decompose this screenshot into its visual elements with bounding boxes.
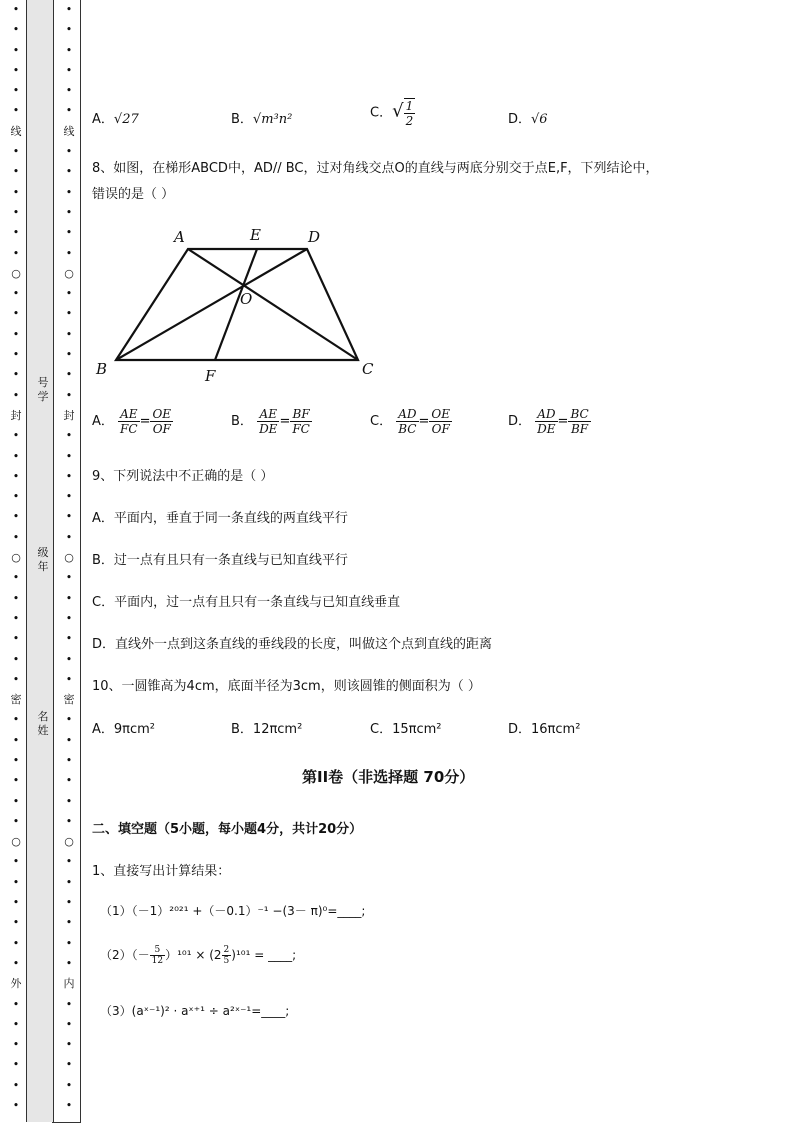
outer-dot: •	[12, 733, 20, 747]
outer-marker: 线	[10, 124, 22, 138]
outer-dot: •	[12, 1078, 20, 1092]
q10-option-c: C．15πcm²	[370, 722, 442, 737]
inner-dot: •	[65, 307, 73, 321]
inner-dot: •	[65, 348, 73, 362]
inner-dot: •	[65, 145, 73, 159]
q9-option-d: D．直线外一点到这条直线的垂线段的长度，叫做这个点到直线的距离	[92, 637, 493, 652]
outer-dot: •	[12, 652, 20, 666]
inner-dot: •	[65, 611, 73, 625]
q10-option-b: B．12πcm²	[231, 722, 303, 737]
inner-dot: •	[65, 490, 73, 504]
outer-dot: •	[12, 327, 20, 341]
inner-dot: •	[65, 632, 73, 646]
field-label-class: 级年	[37, 546, 49, 573]
outer-dot: •	[12, 571, 20, 585]
inner-marker: 线	[63, 124, 75, 138]
outer-dot: •	[12, 1058, 20, 1072]
inner-dot: •	[65, 246, 73, 260]
outer-dot: •	[12, 205, 20, 219]
inner-dot: •	[65, 652, 73, 666]
outer-dot: •	[12, 429, 20, 443]
outer-marker: 外	[10, 977, 22, 991]
inner-dot: •	[65, 672, 73, 686]
q7-option-d: D．√6	[508, 112, 548, 127]
label-B: B	[96, 360, 108, 378]
inner-marker: 密	[63, 693, 75, 707]
outer-marker: ○	[11, 266, 21, 280]
q8-option-c: C． $\frac{AD}{BC}$ = $\frac{OE}{OF}$	[370, 407, 451, 436]
outer-dot: •	[12, 307, 20, 321]
outer-dot: •	[12, 1017, 20, 1031]
inner-dot: •	[65, 185, 73, 199]
outer-dot: •	[12, 165, 20, 179]
outer-dot: •	[12, 530, 20, 544]
outer-dot: •	[12, 591, 20, 605]
outer-dot: •	[12, 43, 20, 57]
q7-option-b: B．√m³n²	[231, 112, 293, 127]
inner-dot: •	[65, 205, 73, 219]
q7-option-a: A．√27	[92, 112, 139, 127]
inner-dot: •	[65, 794, 73, 808]
inner-dot: •	[65, 43, 73, 57]
section-title: 第II卷（非选择题 70分）	[302, 768, 475, 786]
outer-dot: •	[12, 1038, 20, 1052]
outer-dot: •	[12, 348, 20, 362]
inner-dot: •	[65, 753, 73, 767]
inner-dot: •	[65, 3, 73, 16]
inner-dot: •	[65, 936, 73, 950]
inner-dot: •	[65, 63, 73, 77]
outer-dot: •	[12, 490, 20, 504]
inner-dot: •	[65, 956, 73, 970]
inner-dot: •	[65, 814, 73, 828]
outer-dot: •	[12, 916, 20, 930]
inner-marker: ○	[64, 835, 74, 849]
q9-option-b: B．过一点有且只有一条直线与已知直线平行	[92, 553, 348, 568]
part-title: 二、填空题（5小题，每小题4分，共计20分）	[92, 822, 363, 837]
q10-option-d: D．16πcm²	[508, 722, 581, 737]
outer-dot: •	[12, 956, 20, 970]
inner-dot: •	[65, 84, 73, 98]
outer-dot: •	[12, 875, 20, 889]
inner-dot: •	[65, 1078, 73, 1092]
outer-dot: •	[12, 794, 20, 808]
outer-marker: ○	[11, 835, 21, 849]
q8-text-line2: 错误的是（ ）	[92, 187, 175, 202]
outer-dot: •	[12, 84, 20, 98]
q10-text: 10、一圆锥高为4cm，底面半径为3cm，则该圆锥的侧面积为（ ）	[92, 679, 481, 694]
inner-dot: •	[65, 388, 73, 402]
outer-marker: 封	[10, 408, 22, 422]
fill1-part1: （1）（－1）²⁰²¹ +（－0.1）⁻¹ −(3－ π)⁰=____;	[100, 904, 366, 918]
outer-dot: •	[12, 287, 20, 301]
outer-marker: 密	[10, 693, 22, 707]
inner-dot: •	[65, 855, 73, 869]
outer-dot: •	[12, 814, 20, 828]
inner-dot: •	[65, 226, 73, 240]
outer-dot: •	[12, 1099, 20, 1113]
inner-marker: ○	[64, 266, 74, 280]
outer-marker: ○	[11, 551, 21, 565]
outer-dot: •	[12, 368, 20, 382]
inner-marker: 内	[63, 977, 75, 991]
label-D: D	[308, 228, 321, 246]
inner-dot: •	[65, 591, 73, 605]
inner-dot: •	[65, 449, 73, 463]
outer-dot: •	[12, 185, 20, 199]
inner-dot: •	[65, 23, 73, 37]
outer-dot: •	[12, 388, 20, 402]
q7-option-c: C．√ $\frac{1}{2}$	[370, 99, 414, 128]
inner-dot: •	[65, 571, 73, 585]
outer-dot: •	[12, 23, 20, 37]
q10-option-a: A．9πcm²	[92, 722, 156, 737]
outer-dot: •	[12, 774, 20, 788]
outer-dot: •	[12, 246, 20, 260]
inner-dot: •	[65, 429, 73, 443]
inner-dot: •	[65, 327, 73, 341]
inner-dot: •	[65, 287, 73, 301]
fill1-intro: 1、直接写出计算结果：	[92, 864, 231, 879]
outer-dot: •	[12, 936, 20, 950]
field-label-name: 名姓	[37, 710, 49, 737]
inner-dot: •	[65, 896, 73, 910]
outer-dot: •	[12, 145, 20, 159]
label-F: F	[205, 367, 216, 382]
inner-dot: •	[65, 165, 73, 179]
q8-option-a: A． $\frac{AE}{FC}$ = $\frac{OE}{OF}$	[92, 407, 172, 436]
outer-dot: •	[12, 753, 20, 767]
inner-marker: 封	[63, 408, 75, 422]
inner-dot: •	[65, 875, 73, 889]
label-A: A	[174, 228, 185, 246]
fill1-part2: （2）（－ $\frac{5}{12}$ ）¹⁰¹ × (2 $\frac{2}{5}$ )¹⁰¹ = ____;	[100, 945, 297, 966]
inner-dot: •	[65, 1017, 73, 1031]
inner-dot: •	[65, 368, 73, 382]
outer-dot-column	[10, 0, 22, 1116]
outer-dot: •	[12, 469, 20, 483]
outer-dot: •	[12, 632, 20, 646]
q8-option-d: D． $\frac{AD}{DE}$ = $\frac{BC}{BF}$	[508, 407, 589, 436]
inner-dot: •	[65, 510, 73, 524]
outer-dot: •	[12, 63, 20, 77]
label-C: C	[362, 360, 374, 378]
label-O: O	[240, 290, 253, 308]
inner-dot: •	[65, 530, 73, 544]
outer-dot: •	[12, 672, 20, 686]
inner-dot: •	[65, 469, 73, 483]
inner-dot: •	[65, 774, 73, 788]
outer-dot: •	[12, 896, 20, 910]
outer-dot: •	[12, 713, 20, 727]
inner-dot: •	[65, 713, 73, 727]
inner-dot: •	[65, 1038, 73, 1052]
q9-option-a: A．平面内，垂直于同一条直线的两直线平行	[92, 511, 348, 526]
q9-text: 9、下列说法中不正确的是（ ）	[92, 469, 274, 484]
outer-dot: •	[12, 3, 20, 16]
inner-marker: ○	[64, 551, 74, 565]
inner-dot: •	[65, 916, 73, 930]
q8-text-line1: 8、如图，在梯形ABCD中，AD// BC，过对角线交点O的直线与两底分别交于点E,F，下列结论中，	[92, 161, 659, 176]
label-E: E	[250, 226, 261, 244]
outer-dot: •	[12, 449, 20, 463]
outer-dot: •	[12, 611, 20, 625]
trapezoid-figure	[90, 222, 390, 382]
fill1-part3: （3）(aˣ⁻¹)² · aˣ⁺¹ ÷ a²ˣ⁻¹=____;	[100, 1004, 290, 1018]
inner-dot: •	[65, 104, 73, 118]
outer-dot: •	[12, 226, 20, 240]
inner-dot: •	[65, 1058, 73, 1072]
inner-dot: •	[65, 733, 73, 747]
q9-option-c: C．平面内，过一点有且只有一条直线与已知直线垂直	[92, 595, 401, 610]
outer-dot: •	[12, 855, 20, 869]
outer-dot: •	[12, 997, 20, 1011]
inner-dot: •	[65, 1099, 73, 1113]
inner-dot-column	[63, 0, 75, 1116]
field-label-number: 号学	[37, 376, 49, 403]
inner-dot: •	[65, 997, 73, 1011]
outer-dot: •	[12, 104, 20, 118]
outer-dot: •	[12, 510, 20, 524]
q8-option-b: B． $\frac{AE}{DE}$ = $\frac{BF}{FC}$	[231, 407, 310, 436]
